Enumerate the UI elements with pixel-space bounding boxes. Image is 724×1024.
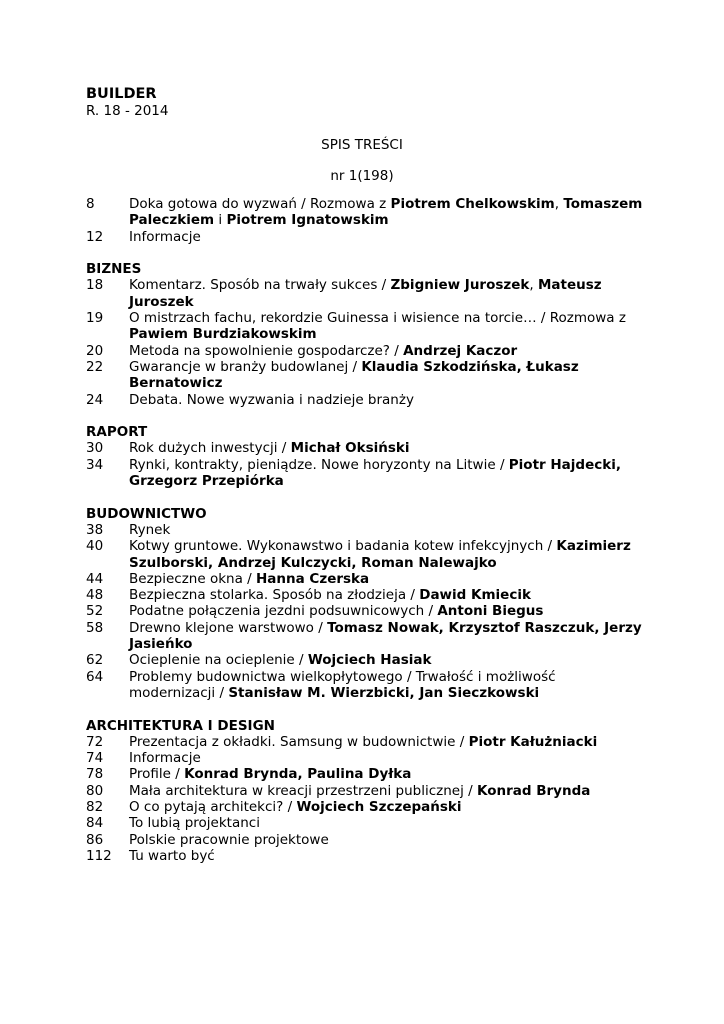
toc-entry [86,799,646,815]
toc-page-number: 18 [86,277,104,294]
toc-entry-title [129,522,646,538]
document-page [86,86,646,864]
entry-text: Rynek [129,521,171,538]
toc-entry [86,669,646,702]
toc-entry-title [129,359,646,392]
toc-entry-title [129,734,646,750]
toc-entry [86,571,646,587]
toc-entry-title [129,343,646,359]
toc-heading: SPIS TREŚCI [321,137,403,153]
entry-text: Informacje [129,228,201,245]
toc-page-number: 62 [86,652,104,669]
section-heading: ARCHITEKTURA I DESIGN [86,717,275,734]
toc-entry [86,343,646,359]
toc-entry [86,620,646,653]
toc-entry-title [129,229,646,245]
entry-text: Bezpieczna stolarka. Sposób na złodzieja / [129,587,420,604]
section-heading: BIZNES [86,261,142,278]
toc-entry-title [129,440,646,456]
toc-entry-title [129,750,646,766]
toc-page-number: 64 [86,668,104,685]
entry-text: i [214,212,227,229]
author-name: Andrzej Kaczor [403,342,518,359]
section-heading: BUDOWNICTWO [86,505,207,522]
author-name: Hanna Czerska [255,570,370,587]
toc-entry-title [129,766,646,782]
entry-text: Ocieplenie na ocieplenie / [129,652,308,669]
volume-year: R. 18 - 2014 [86,103,169,119]
toc-entry [86,750,646,766]
entry-text: Prezentacja z okładki. Samsung w budownictwie / [129,733,469,750]
toc-entry [86,522,646,538]
toc-page-number: 40 [86,538,104,555]
toc-entry-title [129,652,646,668]
author-name: Wojciech Hasiak [307,652,432,669]
toc-page-number: 19 [86,310,104,327]
toc-entry [86,538,646,571]
magazine-title: BUILDER [86,86,157,102]
toc-page-number: 80 [86,782,104,799]
toc-page-number: 30 [86,440,104,457]
entry-text: Podatne połączenia jezdni podsuwnicowych / [129,603,438,620]
toc-entry-title [129,620,646,653]
entry-text: , [554,196,564,212]
toc-entry [86,229,646,245]
section-heading: RAPORT [86,424,148,441]
entry-text: Drewno klejone warstwowo / [129,619,328,636]
entry-text: Kotwy gruntowe. Wykonawstwo i badania kotew infekcyjnych / [129,538,557,555]
toc-page-number: 82 [86,798,104,815]
toc-page-number: 72 [86,733,104,750]
author-name: Piotrem Ignatowskim [226,212,389,229]
toc-entry-title [129,571,646,587]
author-name: Dawid Kmiecik [419,587,531,604]
toc-entry [86,603,646,619]
toc-entry-title [129,799,646,815]
author-name: Tomaszem Paleczkiem [129,196,643,229]
toc-entry [86,766,646,782]
toc-page-number: 74 [86,750,104,767]
entry-text: Debata. Nowe wyzwania i nadzieje branży [129,391,414,408]
entry-text: , [529,277,538,294]
toc-entry-title [129,538,646,571]
entry-text: Informacje [129,750,201,767]
toc-entry-title [129,310,646,343]
entry-text: O co pytają architekci? / [129,798,297,815]
toc-entry [86,392,646,408]
author-name: Antoni Biegus [437,603,544,620]
toc-page-number: 34 [86,456,104,473]
toc-entry [86,457,646,490]
author-name: Klaudia Szkodzińska, Łukasz Bernatowicz [129,358,579,392]
entry-text: Gwarancje w branży budowlanej / [129,358,362,375]
toc-entry-title [129,277,646,310]
toc-entry [86,652,646,668]
toc-entry [86,832,646,848]
toc-page-number: 112 [86,847,112,864]
table-of-contents [86,196,646,864]
toc-entry-title [129,815,646,831]
author-name: Piotr Hajdecki, Grzegorz Przepiórka [129,456,621,490]
toc-entry [86,734,646,750]
issue-number: nr 1(198) [330,168,394,184]
author-name: Tomasz Nowak, Krzysztof Raszczuk, Jerzy Jasieńko [129,619,642,653]
toc-page-number: 24 [86,391,104,408]
entry-text: Rok dużych inwestycji / [129,440,291,457]
author-name: Michał Oksiński [290,440,410,457]
entry-text: Polskie pracownie projektowe [129,831,329,848]
entry-text: Doka gotowa do wyzwań / Rozmowa z [129,196,391,212]
entry-text: Tu warto być [129,847,215,864]
toc-entry [86,440,646,456]
toc-page-number: 20 [86,342,104,359]
author-name: Zbigniew Juroszek [390,277,530,294]
toc-entry-title [129,848,646,864]
toc-page-number: 22 [86,358,104,375]
toc-page-number: 52 [86,603,104,620]
toc-entry [86,587,646,603]
entry-text: Rynki, kontrakty, pieniądze. Nowe horyzonty na Litwie / [129,456,509,473]
entry-text: To lubią projektanci [129,815,260,832]
toc-entry [86,848,646,864]
author-name: Konrad Brynda [476,782,591,799]
entry-text: Komentarz. Sposób na trwały sukces / [129,277,391,294]
toc-entry [86,310,646,343]
author-name: Stanisław M. Wierzbicki, Jan Sieczkowski [228,684,540,701]
author-name: Konrad Brynda, Paulina Dyłka [184,766,412,783]
toc-page-number: 8 [86,196,95,212]
toc-entry-title [129,832,646,848]
toc-entry-title [129,392,646,408]
author-name: Kazimierz Szulborski, Andrzej Kulczycki, Roman Nalewajko [129,538,631,571]
author-name: Piotr Kałużniacki [468,733,598,750]
toc-entry-title [129,457,646,490]
toc-entry-title [129,196,646,229]
entry-text: Bezpieczne okna / [129,570,256,587]
author-name: Pawiem Burdziakowskim [129,326,317,343]
author-name: Wojciech Szczepański [296,798,462,815]
toc-page-number: 58 [86,619,104,636]
toc-entry [86,783,646,799]
toc-entry [86,815,646,831]
toc-page-number: 78 [86,766,104,783]
toc-entry-title [129,603,646,619]
toc-entry-title [129,587,646,603]
author-name: Mateusz Juroszek [129,277,602,310]
toc-page-number: 86 [86,831,104,848]
entry-text: Metoda na spowolnienie gospodarcze? / [129,342,404,359]
author-name: Piotrem Chelkowskim [390,196,555,212]
entry-text: Mała architektura w kreacji przestrzeni publicznej / [129,782,477,799]
entry-text: Problemy budownictwa wielkopłytowego / Trwałość i możliwość modernizacji / [129,668,556,701]
toc-entry-title [129,783,646,799]
toc-page-number: 12 [86,228,104,245]
toc-page-number: 48 [86,587,104,604]
toc-page-number: 38 [86,521,104,538]
entry-text: O mistrzach fachu, rekordzie Guinessa i wisience na torcie… / Rozmowa z [129,310,626,327]
toc-page-number: 44 [86,570,104,587]
toc-entry [86,359,646,392]
toc-entry [86,196,646,229]
entry-text: Profile / [129,766,185,783]
toc-entry [86,277,646,310]
toc-entry-title [129,669,646,702]
toc-page-number: 84 [86,815,104,832]
